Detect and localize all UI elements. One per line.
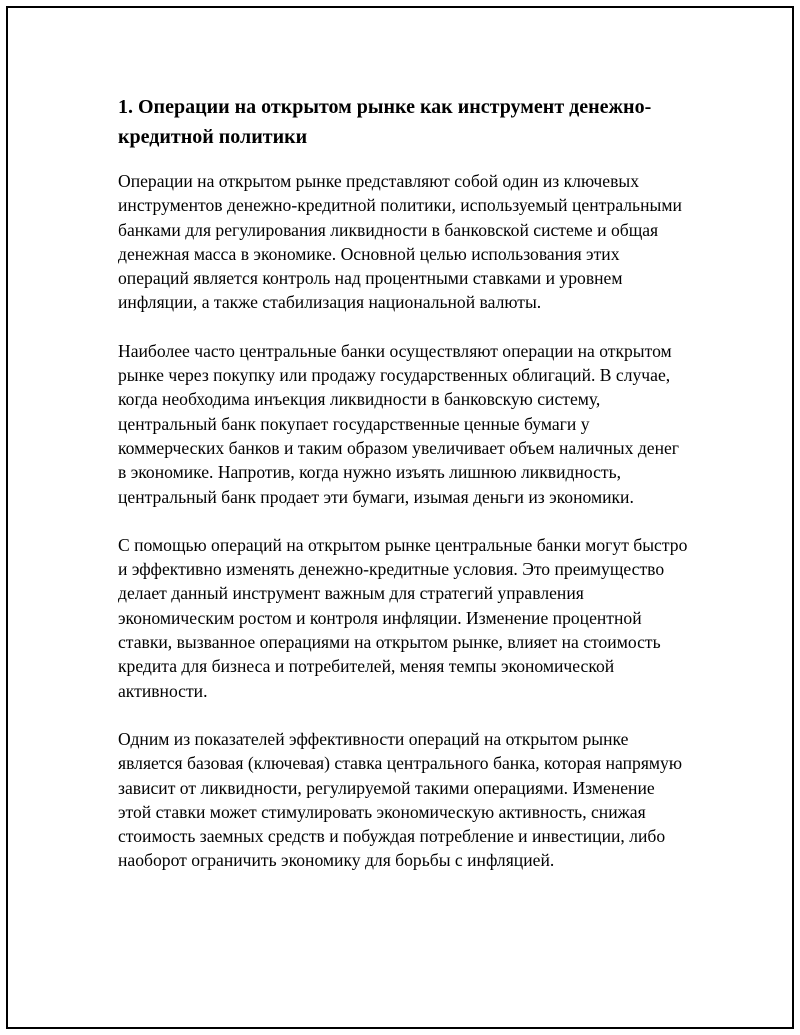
paragraph-3: С помощью операций на открытом рынке центральные банки могут быстро и эффективно изменять денежно-кредитные условия. Это преимущество делает данный инструмент важным для стратегий управления экономическим ростом и контроля инфляции. Изменение процентной ставки, вызванное операциями на открытом рынке, влияет на стоимость кредита для бизнеса и потребителей, меняя темпы экономической активности. [118, 534, 688, 701]
section-heading: 1. Операции на открытом рынке как инструмент денежно-кредитной политики [118, 96, 652, 148]
paragraph-4: Одним из показателей эффективности операций на открытом рынке является базовая (ключевая) ставка центрального банка, которая напрямую зависит от ликвидности, регулируемой такими операциями. Изменение этой ставки может стимулировать экономическую активность, снижая стоимость заемных средств и побуждая потребление и инвестиции, либо наоборот ограничить экономику для борьбы с инфляцией. [118, 728, 682, 871]
paragraph-2: Наиболее часто центральные банки осуществляют операции на открытом рынке через покупку или продажу государственных облигаций. В случае, когда необходима инъекция ликвидности в банковскую систему, центральный банк покупает государственные ценные бумаги у коммерческих банков и таким образом увеличивает объем наличных денег в экономике. Напротив, когда нужно изъять лишнюю ликвидность, центральный банк продает эти бумаги, изымая деньги из экономики. [118, 340, 680, 507]
paragraph-1: Операции на открытом рынке представляют собой один из ключевых инструментов денежно-кредитной политики, используемый центральными банками для регулирования ликвидности в банковской системе и общая денежная масса в экономике. Основной целью использования этих операций является контроль над процентными ставками и уровнем инфляции, а также стабилизация национальной валюты. [118, 171, 682, 313]
document-body [118, 92, 688, 897]
